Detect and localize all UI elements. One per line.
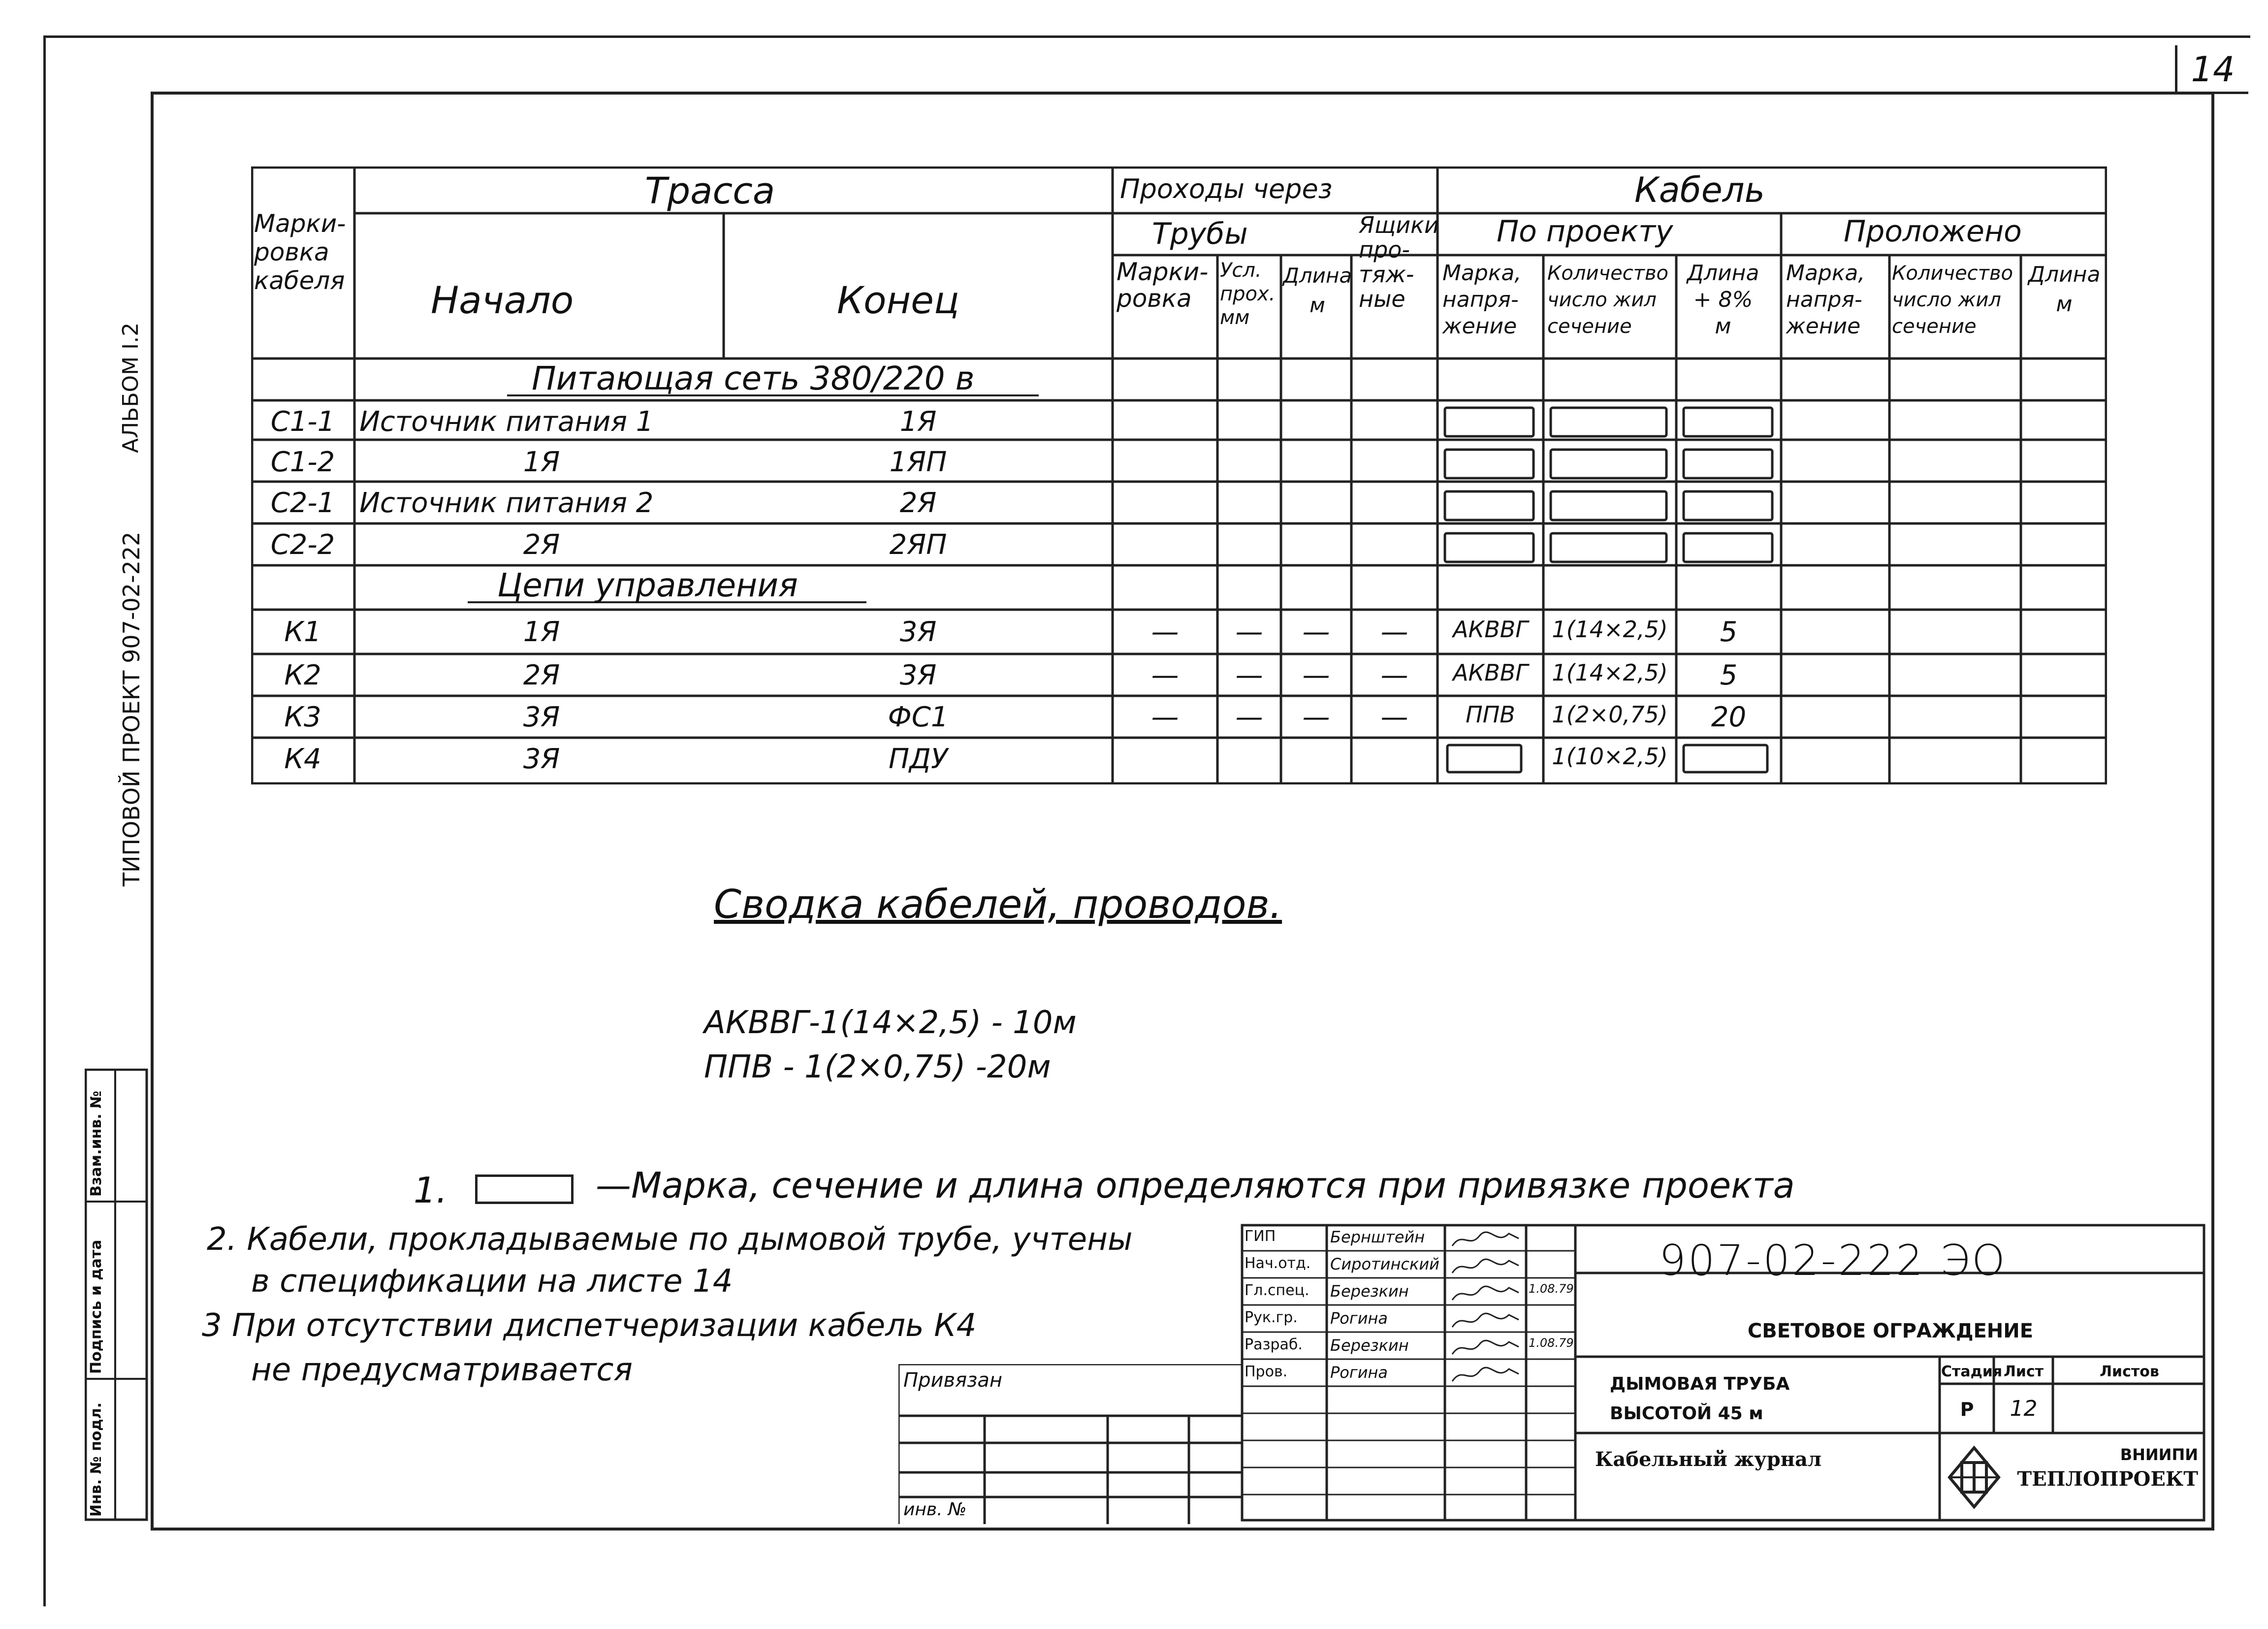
header-boxes (1359, 213, 1439, 311)
cell-box: — (1380, 616, 1408, 648)
header-boxes-1: Ящики (1359, 212, 1439, 238)
stamp-role: Гл.спец. (1245, 1282, 1310, 1299)
header-pipe-mark-2: ровка (1117, 284, 1192, 313)
cell-pd: — (1235, 616, 1263, 648)
h-pc-2: число жил (1547, 289, 1657, 311)
summary-line-1: АКВВГ-1(14×2,5) - 10м (704, 1005, 1077, 1041)
album-label: АЛЬБОМ I.2 (118, 322, 143, 453)
header-cable: Кабель (1634, 170, 1765, 210)
cell-start: 2Я (523, 659, 560, 691)
cell-start: 2Я (523, 529, 560, 561)
cell-cmark: АКВВГ (1453, 616, 1528, 643)
cell-end: 3Я (899, 616, 937, 648)
cell-pd: — (1235, 659, 1263, 691)
note-3-line-2: не предусматривается (251, 1352, 633, 1388)
cell-clen: 5 (1720, 659, 1738, 691)
cell-end: 2ЯП (889, 529, 947, 561)
header-laid: Проложено (1844, 214, 2022, 249)
sheet-value: 12 (2010, 1396, 2038, 1421)
stamp-role: Рук.гр. (1245, 1309, 1298, 1326)
h-lc-1: Количество (1892, 262, 2013, 285)
header-proj-count (1547, 260, 1668, 340)
cell-end: ПДУ (889, 743, 948, 775)
sheet-number: 14 (2191, 49, 2235, 90)
cell-pd: — (1235, 701, 1263, 733)
cell-cmark: АКВВГ (1453, 659, 1528, 686)
work-title: СВЕТОВОЕ ОГРАЖДЕНИЕ (1747, 1320, 2034, 1342)
cell-mark: С1-1 (270, 406, 335, 438)
stamp-date: 1.08.79 (1529, 1282, 1574, 1296)
cell-start: 3Я (523, 701, 560, 733)
header-boxes-4: ные (1359, 286, 1406, 312)
stamp-role: Пров. (1245, 1363, 1288, 1380)
cell-box: — (1380, 701, 1408, 733)
org-logo-icon (1947, 1445, 2001, 1509)
h-pc-3: сечение (1547, 315, 1632, 338)
cell-clen: 20 (1711, 701, 1747, 733)
header-marking-2: ровка (254, 238, 329, 266)
stamp-name: Березкин (1330, 1336, 1409, 1355)
note-2-line-2: в спецификации на листе 14 (251, 1263, 733, 1300)
cell-ccount: 1(14×2,5) (1552, 659, 1668, 686)
header-pipe-mark-1: Марки- (1117, 258, 1209, 286)
org-name-1: ВНИИПИ (2120, 1445, 2198, 1464)
object-line-2: ВЫСОТОЙ 45 м (1610, 1403, 1763, 1424)
cell-pl: — (1302, 616, 1330, 648)
h-ll-2: м (2056, 292, 2073, 317)
h-ll-1: Длина (2028, 262, 2101, 287)
header-marking-1: Марки- (254, 209, 346, 238)
sheet-number-box (2175, 45, 2248, 94)
header-start: Начало (431, 278, 574, 322)
cell-mark: К4 (284, 743, 321, 775)
header-by-project: По проекту (1497, 214, 1673, 249)
h-lc-2: число жил (1892, 289, 2001, 311)
h-pl-1: Длина (1687, 261, 1759, 286)
cell-mark: К1 (284, 616, 321, 648)
header-pipe-dia (1220, 259, 1275, 329)
header-pipe-dia-1: Усл. (1220, 259, 1262, 282)
h-pm-2: напря- (1442, 287, 1519, 312)
summary-title: Сводка кабелей, проводов. (714, 881, 1282, 927)
cell-pm: — (1151, 616, 1179, 648)
document-name: Кабельный журнал (1595, 1448, 1822, 1471)
cell-end: 1Я (899, 406, 937, 438)
cell-clen: 5 (1720, 616, 1738, 648)
cell-pl: — (1302, 659, 1330, 691)
signature-mark (1450, 1337, 1524, 1359)
h-lc-3: сечение (1892, 315, 1977, 338)
stamp-name: Рогина (1330, 1363, 1388, 1382)
stamp-name: Сиротинский (1330, 1255, 1439, 1273)
header-pipe-len-2: м (1310, 293, 1325, 317)
cell-ccount: 1(14×2,5) (1552, 616, 1668, 643)
header-boxes-2: про- (1359, 236, 1410, 263)
cell-pm: — (1151, 701, 1179, 733)
cell-mark: С2-2 (270, 529, 335, 561)
cell-end: ФС1 (888, 701, 949, 733)
cell-start: 1Я (523, 616, 560, 648)
cell-cmark: ППВ (1466, 701, 1515, 728)
note-1-number: 1. (414, 1170, 447, 1211)
cell-ccount: 1(10×2,5) (1552, 743, 1668, 770)
header-pipe-len-1: Длина (1283, 263, 1352, 288)
note-2-line-1: 2. Кабели, прокладываемые по дымовой трубе, учтены (207, 1221, 1133, 1258)
header-pipe-dia-2: прох. (1220, 283, 1276, 305)
cell-box: — (1380, 659, 1408, 691)
h-pl-2: + 8% (1693, 287, 1753, 312)
signature-mark (1450, 1256, 1524, 1278)
stamp-date: 1.08.79 (1529, 1336, 1574, 1350)
header-boxes-3: тяж- (1359, 261, 1414, 288)
inventory-number-label: инв. № (903, 1499, 967, 1520)
header-laid-count (1892, 260, 2013, 340)
left-stamp-inv: Инв. № подл. (88, 1402, 105, 1517)
header-laid-mark (1786, 260, 1865, 340)
header-passes: Проходы через (1120, 173, 1333, 204)
cell-start: 1Я (523, 446, 560, 478)
signature-mark (1450, 1310, 1524, 1332)
cell-end: 2Я (899, 487, 937, 519)
cell-ccount: 1(2×0,75) (1552, 701, 1668, 728)
header-pipes: Трубы (1152, 217, 1248, 251)
header-pipe-len (1283, 261, 1352, 320)
h-lm-1: Марка, (1786, 261, 1865, 286)
cell-pl: — (1302, 701, 1330, 733)
header-proj-mark (1442, 260, 1521, 340)
section-power: Питающая сеть 380/220 в (532, 359, 975, 397)
cell-pm: — (1151, 659, 1179, 691)
note-3-line-1: 3 При отсутствии диспетчеризации кабель К4 (202, 1307, 977, 1344)
header-trassa: Трасса (645, 170, 775, 212)
left-stamp-sign: Подпись и дата (88, 1239, 105, 1374)
h-pc-1: Количество (1547, 262, 1669, 285)
document-code: 907-02-222 ЭО (1659, 1236, 2007, 1285)
header-marking-3: кабеля (254, 266, 345, 295)
section-control: Цепи управления (497, 566, 798, 604)
sheet-header: Лист (2003, 1363, 2044, 1380)
stage-header: Стадия (1941, 1363, 2003, 1380)
cell-mark: К2 (284, 659, 321, 691)
cell-mark: С2-1 (270, 487, 335, 519)
signature-mark (1450, 1283, 1524, 1305)
binding-label: Привязан (903, 1369, 1003, 1392)
cell-mark: С1-2 (270, 446, 335, 478)
cell-end: 1ЯП (889, 446, 947, 478)
cell-end: 3Я (899, 659, 937, 691)
signature-mark (1450, 1364, 1524, 1386)
header-marking (254, 209, 346, 295)
object-line-1: ДЫМОВАЯ ТРУБА (1610, 1374, 1790, 1394)
h-pm-1: Марка, (1442, 261, 1522, 286)
header-laid-len (2022, 260, 2106, 319)
stamp-name: Рогина (1330, 1309, 1388, 1328)
note-1-box-symbol (475, 1174, 574, 1204)
cell-start: Источник питания 1 (359, 406, 654, 438)
project-label: ТИПОВОЙ ПРОЕКТ 907-02-222 (118, 531, 145, 886)
sheets-header: Листов (2100, 1363, 2159, 1380)
stamp-role: Нач.отд. (1245, 1255, 1311, 1272)
note-1-text: —Марка, сечение и длина определяются при привязке проекта (596, 1165, 1795, 1206)
org-name-2: ТЕПЛОПРОЕКТ (2017, 1467, 2198, 1491)
stamp-role: ГИП (1245, 1228, 1276, 1245)
h-lm-2: напря- (1786, 287, 1862, 312)
cell-mark: К3 (284, 701, 321, 733)
left-stamp-replace: Взам.инв. № (88, 1090, 105, 1197)
h-lm-3: жение (1786, 314, 1861, 339)
header-proj-len (1679, 260, 1767, 340)
h-pl-3: м (1715, 314, 1731, 339)
h-pm-3: жение (1442, 314, 1517, 339)
cell-start: 3Я (523, 743, 560, 775)
header-pipe-mark (1117, 259, 1208, 312)
stamp-role: Разраб. (1245, 1336, 1303, 1353)
signature-mark (1450, 1229, 1524, 1251)
cell-start: Источник питания 2 (359, 487, 654, 519)
summary-line-2: ППВ - 1(2×0,75) -20м (704, 1049, 1051, 1085)
header-pipe-dia-3: мм (1220, 306, 1250, 329)
stamp-name: Березкин (1330, 1282, 1409, 1301)
header-end: Конец (837, 278, 959, 322)
stamp-name: Бернштейн (1330, 1228, 1425, 1246)
stage-value: Р (1960, 1399, 1974, 1420)
